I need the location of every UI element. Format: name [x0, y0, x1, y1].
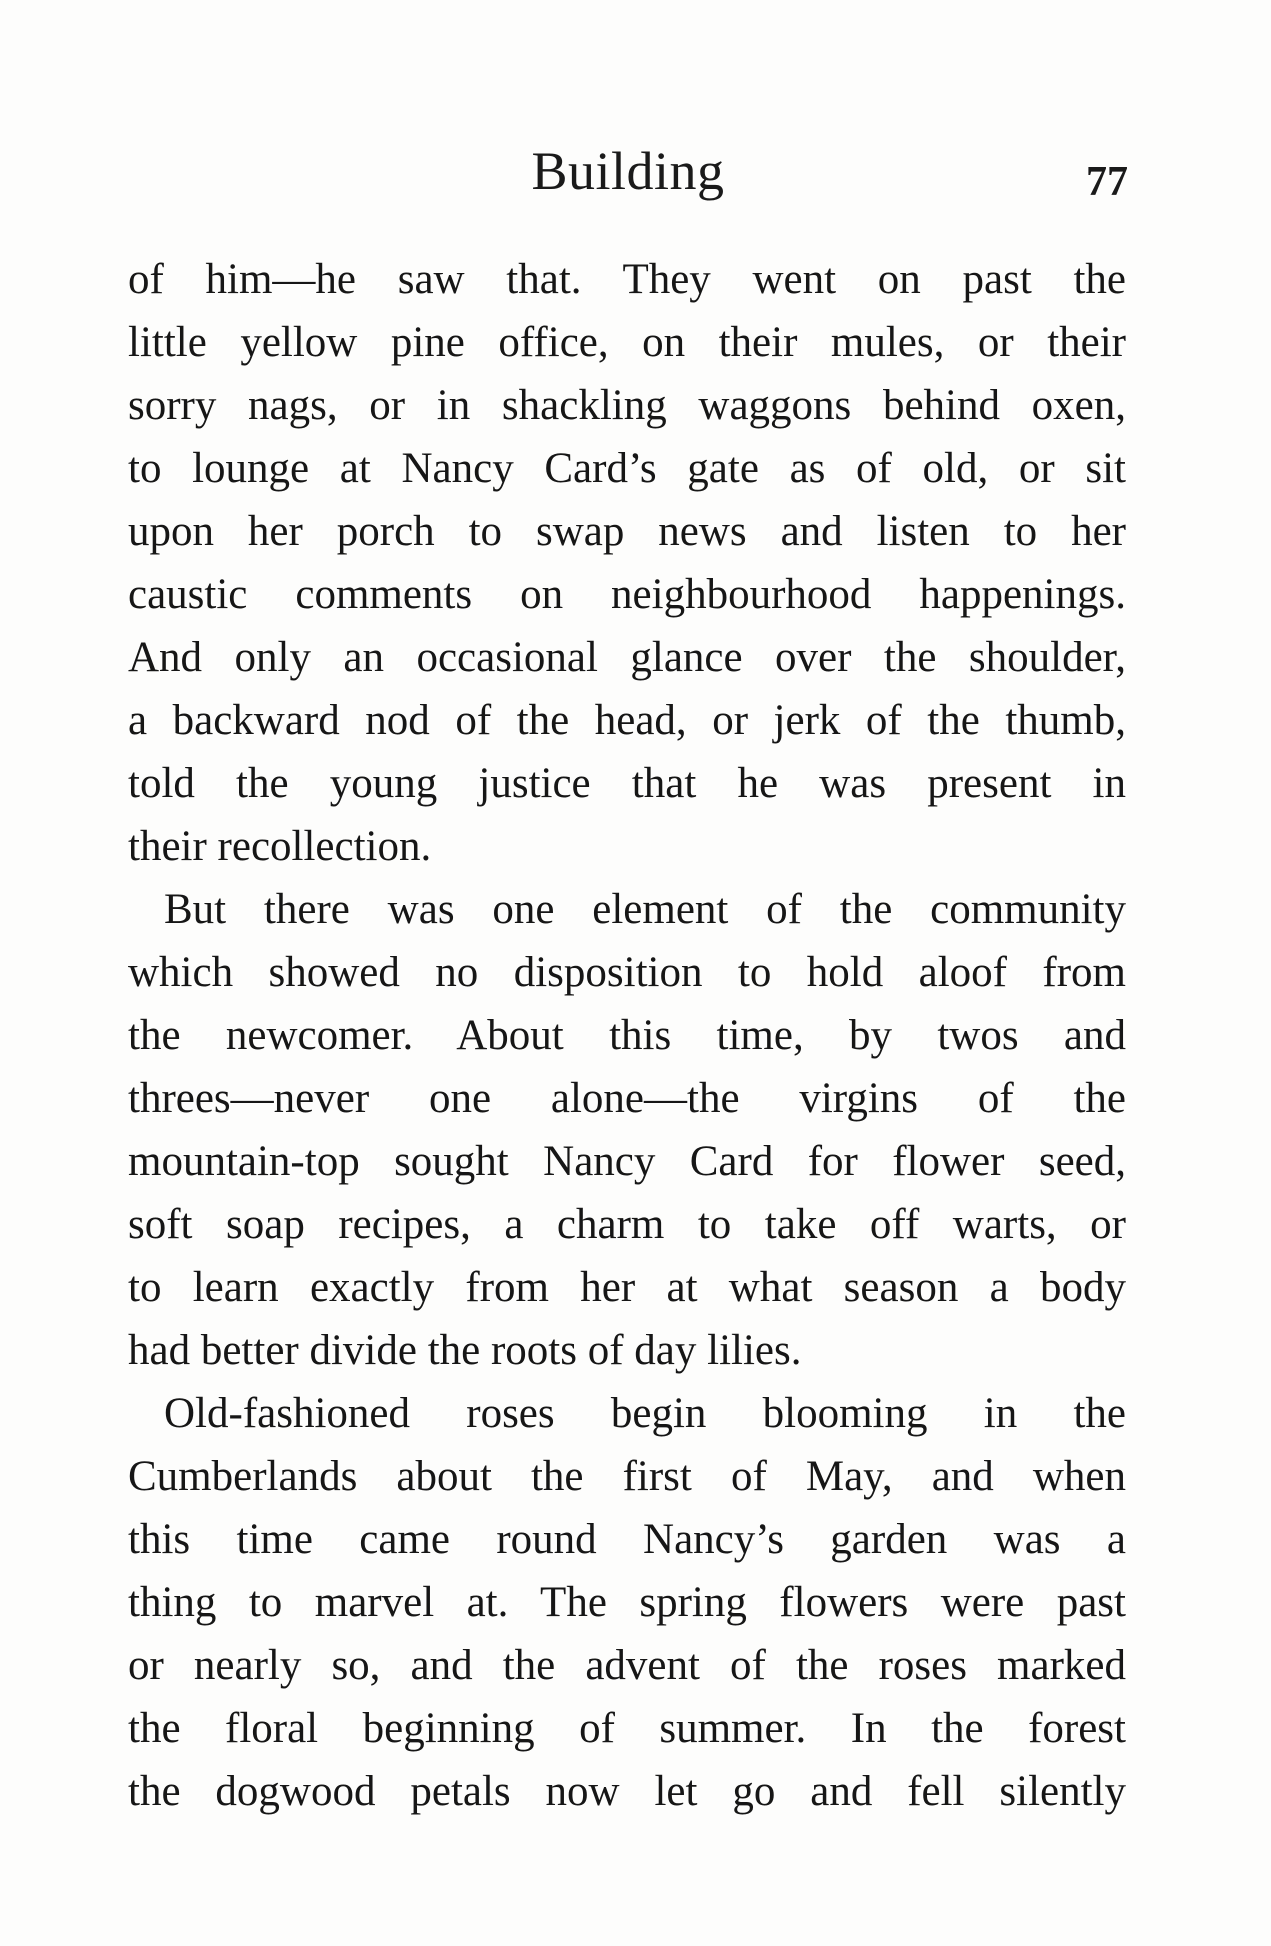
text-line: had better divide the roots of day lilies. [128, 1327, 802, 1374]
text-line: soft soap recipes, a charm to take off warts, or [128, 1201, 1126, 1248]
text-line: to lounge at Nancy Card’s gate as of old, or sit [128, 445, 1126, 492]
text-line: mountain-top sought Nancy Card for flower seed, [128, 1138, 1126, 1185]
text-line: their recollection. [128, 823, 432, 870]
text-line: the dogwood petals now let go and fell silently [128, 1768, 1126, 1815]
text-line: thing to marvel at. The spring flowers were past [128, 1579, 1126, 1626]
text-line: caustic comments on neighbourhood happenings. [128, 571, 1126, 618]
text-line: or nearly so, and the advent of the roses marked [128, 1642, 1126, 1689]
text-line: upon her porch to swap news and listen to her [128, 508, 1126, 555]
text-line: which showed no disposition to hold aloof from [128, 949, 1126, 996]
text-line: And only an occasional glance over the shoulder, [128, 634, 1126, 681]
page-number: 77 [1086, 159, 1128, 205]
running-title: Building [531, 141, 725, 201]
text-line: But there was one element of the community [164, 886, 1126, 933]
text-line: the floral beginning of summer. In the forest [128, 1705, 1126, 1752]
text-line: Cumberlands about the first of May, and when [128, 1453, 1126, 1500]
text-line: sorry nags, or in shackling waggons behind oxen, [128, 382, 1126, 429]
text-line: little yellow pine office, on their mules, or their [128, 319, 1126, 366]
text-line: this time came round Nancy’s garden was a [128, 1516, 1126, 1563]
text-line: told the young justice that he was present in [128, 760, 1126, 807]
body-text [128, 248, 1126, 1823]
text-line: threes—never one alone—the virgins of the [128, 1075, 1126, 1122]
page-header [128, 140, 1128, 210]
text-line: a backward nod of the head, or jerk of the thumb, [128, 697, 1126, 744]
text-line: of him—he saw that. They went on past the [128, 256, 1126, 303]
text-line: the newcomer. About this time, by twos and [128, 1012, 1126, 1059]
text-line: Old-fashioned roses begin blooming in the [164, 1390, 1126, 1437]
text-line: to learn exactly from her at what season a body [128, 1264, 1126, 1311]
